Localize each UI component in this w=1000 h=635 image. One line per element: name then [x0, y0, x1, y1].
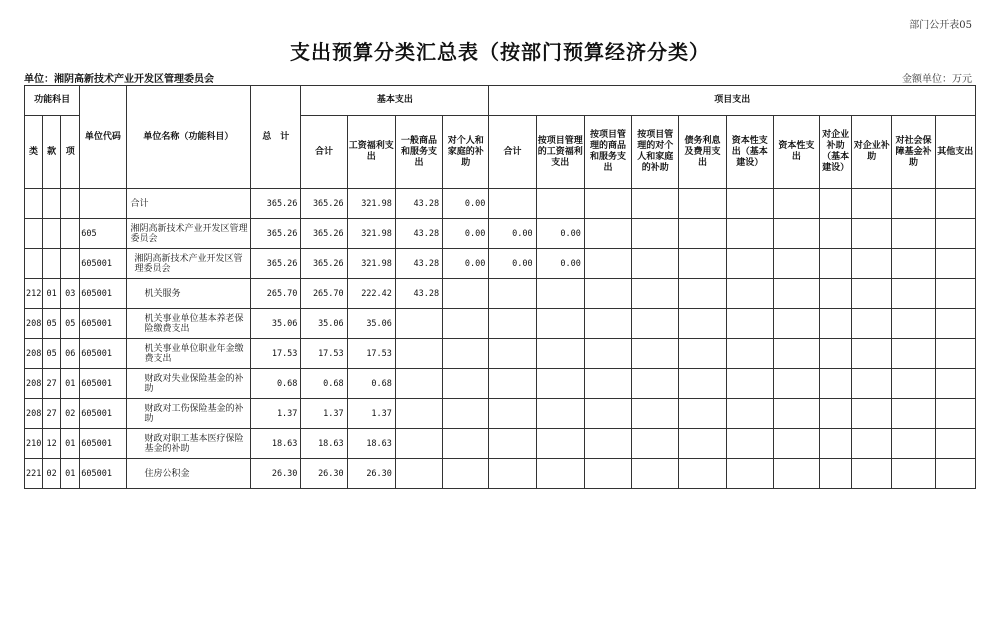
cell-code: 605001: [80, 279, 126, 309]
cell-p-wage: [536, 369, 584, 399]
cell-empty: [632, 189, 679, 219]
cell-empty: [726, 279, 773, 309]
cell-b-wage: 321.98: [347, 249, 395, 279]
cell-lei: [25, 249, 43, 279]
cell-empty: [892, 189, 935, 219]
cell-empty: [632, 309, 679, 339]
cell-kuan: 01: [43, 279, 61, 309]
cell-empty: [679, 429, 726, 459]
cell-empty: [852, 279, 892, 309]
cell-empty: [632, 369, 679, 399]
table-row: [25, 189, 976, 219]
header-total: 总 计: [251, 86, 301, 189]
cell-total: 1.37: [251, 399, 301, 429]
cell-empty: [820, 369, 852, 399]
cell-empty: [679, 339, 726, 369]
cell-b-total: 0.68: [301, 369, 347, 399]
cell-p-wage: [536, 399, 584, 429]
header-basic-col: 一般商品和服务支出: [395, 116, 442, 189]
cell-code: [80, 189, 126, 219]
cell-empty: [892, 309, 935, 339]
cell-empty: [584, 309, 631, 339]
cell-p-total: [489, 309, 536, 339]
cell-total: 35.06: [251, 309, 301, 339]
cell-b-total: 365.26: [301, 249, 347, 279]
cell-empty: [584, 249, 631, 279]
cell-b-wage: 1.37: [347, 399, 395, 429]
header-unit-name: 单位名称（功能科目）: [126, 86, 251, 189]
header-project-col: 资本性支出: [773, 116, 819, 189]
cell-name: 机关事业单位基本养老保险缴费支出: [126, 309, 251, 339]
cell-empty: [773, 339, 819, 369]
cell-p-total: [489, 189, 536, 219]
cell-name: 财政对失业保险基金的补助: [126, 369, 251, 399]
cell-kuan: 27: [43, 399, 61, 429]
cell-p-total: [489, 399, 536, 429]
cell-empty: [935, 249, 975, 279]
cell-b-total: 26.30: [301, 459, 347, 489]
cell-b-person: [443, 399, 489, 429]
cell-empty: [773, 429, 819, 459]
cell-empty: [892, 369, 935, 399]
cell-empty: [584, 219, 631, 249]
cell-empty: [773, 279, 819, 309]
cell-b-goods: 43.28: [395, 249, 442, 279]
cell-code: 605001: [80, 369, 126, 399]
cell-empty: [726, 219, 773, 249]
cell-empty: [820, 399, 852, 429]
cell-empty: [773, 219, 819, 249]
cell-empty: [773, 459, 819, 489]
cell-empty: [852, 219, 892, 249]
cell-total: 365.26: [251, 249, 301, 279]
cell-empty: [852, 459, 892, 489]
cell-b-total: 35.06: [301, 309, 347, 339]
cell-empty: [935, 309, 975, 339]
header-project-col: 对企业补助: [852, 116, 892, 189]
cell-total: 17.53: [251, 339, 301, 369]
cell-code: 605001: [80, 309, 126, 339]
cell-xiang: 03: [61, 279, 80, 309]
cell-total: 365.26: [251, 189, 301, 219]
cell-empty: [935, 189, 975, 219]
cell-xiang: [61, 189, 80, 219]
cell-lei: 208: [25, 309, 43, 339]
cell-b-person: [443, 459, 489, 489]
cell-code: 605001: [80, 249, 126, 279]
cell-empty: [892, 249, 935, 279]
cell-b-person: 0.00: [443, 219, 489, 249]
cell-b-total: 18.63: [301, 429, 347, 459]
cell-p-wage: 0.00: [536, 219, 584, 249]
cell-empty: [679, 249, 726, 279]
cell-p-wage: [536, 309, 584, 339]
cell-empty: [726, 399, 773, 429]
cell-b-wage: 321.98: [347, 219, 395, 249]
cell-empty: [679, 309, 726, 339]
cell-b-person: [443, 339, 489, 369]
header-project: 项目支出: [489, 86, 976, 116]
cell-xiang: 01: [61, 429, 80, 459]
cell-total: 18.63: [251, 429, 301, 459]
cell-empty: [584, 399, 631, 429]
cell-kuan: [43, 219, 61, 249]
cell-empty: [852, 309, 892, 339]
cell-b-person: [443, 309, 489, 339]
cell-empty: [852, 369, 892, 399]
cell-code: 605001: [80, 339, 126, 369]
cell-empty: [584, 339, 631, 369]
cell-b-goods: [395, 429, 442, 459]
cell-empty: [852, 399, 892, 429]
cell-empty: [679, 279, 726, 309]
cell-code: 605001: [80, 399, 126, 429]
cell-empty: [584, 279, 631, 309]
cell-p-total: 0.00: [489, 249, 536, 279]
cell-lei: 210: [25, 429, 43, 459]
cell-empty: [852, 189, 892, 219]
cell-lei: 208: [25, 339, 43, 369]
header-lei: 类: [25, 116, 43, 189]
cell-empty: [584, 189, 631, 219]
header-func-subject: 功能科目: [25, 86, 80, 116]
cell-b-goods: 43.28: [395, 219, 442, 249]
cell-b-total: 1.37: [301, 399, 347, 429]
cell-empty: [726, 339, 773, 369]
cell-p-wage: 0.00: [536, 249, 584, 279]
cell-empty: [679, 459, 726, 489]
cell-empty: [820, 219, 852, 249]
cell-empty: [726, 459, 773, 489]
cell-empty: [935, 279, 975, 309]
cell-name: 湘阴高新技术产业开发区管理委员会: [126, 249, 251, 279]
cell-b-goods: [395, 399, 442, 429]
table-row: [25, 459, 976, 489]
cell-empty: [773, 369, 819, 399]
cell-name: 财政对工伤保险基金的补助: [126, 399, 251, 429]
cell-empty: [632, 459, 679, 489]
cell-b-person: [443, 429, 489, 459]
cell-empty: [726, 429, 773, 459]
cell-b-goods: [395, 339, 442, 369]
cell-b-person: 0.00: [443, 189, 489, 219]
table-row: [25, 279, 976, 309]
cell-empty: [852, 429, 892, 459]
cell-xiang: [61, 249, 80, 279]
cell-p-wage: [536, 339, 584, 369]
cell-empty: [935, 429, 975, 459]
header-project-col: 资本性支出（基本建设）: [726, 116, 773, 189]
cell-p-total: [489, 369, 536, 399]
cell-empty: [726, 309, 773, 339]
expenditure-table: [24, 85, 976, 489]
header-kuan: 款: [43, 116, 61, 189]
cell-lei: [25, 219, 43, 249]
cell-xiang: 06: [61, 339, 80, 369]
cell-empty: [820, 309, 852, 339]
header-project-col: 合计: [489, 116, 536, 189]
cell-b-wage: 321.98: [347, 189, 395, 219]
cell-code: 605001: [80, 459, 126, 489]
cell-empty: [935, 369, 975, 399]
cell-empty: [726, 189, 773, 219]
cell-empty: [632, 219, 679, 249]
cell-xiang: 02: [61, 399, 80, 429]
cell-empty: [679, 369, 726, 399]
cell-total: 26.30: [251, 459, 301, 489]
cell-b-total: 365.26: [301, 219, 347, 249]
header-basic-col: 合计: [301, 116, 347, 189]
cell-kuan: 12: [43, 429, 61, 459]
cell-p-wage: [536, 429, 584, 459]
cell-p-total: [489, 279, 536, 309]
cell-p-wage: [536, 279, 584, 309]
cell-empty: [632, 339, 679, 369]
cell-lei: 208: [25, 369, 43, 399]
cell-empty: [820, 429, 852, 459]
amount-unit-label: 金额单位：万元: [902, 74, 972, 85]
cell-b-wage: 17.53: [347, 339, 395, 369]
cell-b-wage: 0.68: [347, 369, 395, 399]
cell-xiang: 01: [61, 369, 80, 399]
cell-b-person: [443, 279, 489, 309]
cell-empty: [679, 219, 726, 249]
cell-p-total: 0.00: [489, 219, 536, 249]
cell-empty: [584, 369, 631, 399]
cell-empty: [935, 219, 975, 249]
cell-total: 365.26: [251, 219, 301, 249]
cell-b-person: 0.00: [443, 249, 489, 279]
cell-b-total: 17.53: [301, 339, 347, 369]
cell-b-goods: [395, 369, 442, 399]
cell-code: 605: [80, 219, 126, 249]
cell-empty: [726, 249, 773, 279]
cell-kuan: [43, 189, 61, 219]
cell-empty: [892, 219, 935, 249]
cell-lei: 212: [25, 279, 43, 309]
cell-b-total: 265.70: [301, 279, 347, 309]
cell-empty: [584, 459, 631, 489]
header-xiang: 项: [61, 116, 80, 189]
cell-b-total: 365.26: [301, 189, 347, 219]
cell-empty: [820, 459, 852, 489]
cell-empty: [935, 459, 975, 489]
cell-total: 0.68: [251, 369, 301, 399]
header-project-col: 对社会保障基金补助: [892, 116, 935, 189]
cell-total: 265.70: [251, 279, 301, 309]
cell-name: 机关事业单位职业年金缴费支出: [126, 339, 251, 369]
table-row: [25, 339, 976, 369]
cell-name: 湘阴高新技术产业开发区管理委员会: [126, 219, 251, 249]
cell-kuan: 05: [43, 309, 61, 339]
header-project-col: 按项目管理的工资福利支出: [536, 116, 584, 189]
cell-p-total: [489, 429, 536, 459]
cell-empty: [820, 279, 852, 309]
cell-name: 机关服务: [126, 279, 251, 309]
cell-p-total: [489, 339, 536, 369]
cell-empty: [935, 399, 975, 429]
cell-empty: [632, 429, 679, 459]
cell-code: 605001: [80, 429, 126, 459]
cell-name: 财政对职工基本医疗保险基金的补助: [126, 429, 251, 459]
cell-b-person: [443, 369, 489, 399]
cell-p-wage: [536, 189, 584, 219]
cell-name: 住房公积金: [126, 459, 251, 489]
cell-xiang: [61, 219, 80, 249]
table-row: [25, 249, 976, 279]
cell-empty: [892, 429, 935, 459]
table-row: [25, 309, 976, 339]
table-body: [25, 189, 976, 489]
header-project-col: 债务利息及费用支出: [679, 116, 726, 189]
table-number-label: 部门公开表05: [909, 20, 972, 31]
cell-b-goods: 43.28: [395, 279, 442, 309]
cell-b-wage: 222.42: [347, 279, 395, 309]
cell-p-total: [489, 459, 536, 489]
cell-empty: [892, 279, 935, 309]
cell-lei: 208: [25, 399, 43, 429]
cell-xiang: 01: [61, 459, 80, 489]
table-row: [25, 219, 976, 249]
cell-empty: [935, 339, 975, 369]
header-project-col: 其他支出: [935, 116, 975, 189]
header-unit-code: 单位代码: [80, 86, 126, 189]
table-row: [25, 369, 976, 399]
header-basic: 基本支出: [301, 86, 489, 116]
cell-kuan: [43, 249, 61, 279]
cell-empty: [632, 279, 679, 309]
table-row: [25, 399, 976, 429]
cell-empty: [773, 189, 819, 219]
cell-empty: [632, 249, 679, 279]
cell-empty: [679, 399, 726, 429]
cell-lei: [25, 189, 43, 219]
header-basic-col: 工资福利支出: [347, 116, 395, 189]
cell-empty: [773, 309, 819, 339]
cell-lei: 221: [25, 459, 43, 489]
cell-empty: [773, 249, 819, 279]
cell-empty: [679, 189, 726, 219]
cell-b-goods: [395, 309, 442, 339]
header-project-col: 按项目管理的商品和服务支出: [584, 116, 631, 189]
cell-name: 合计: [126, 189, 251, 219]
cell-empty: [820, 189, 852, 219]
cell-empty: [820, 249, 852, 279]
cell-empty: [584, 429, 631, 459]
cell-b-wage: 35.06: [347, 309, 395, 339]
cell-empty: [892, 339, 935, 369]
cell-empty: [632, 399, 679, 429]
header-project-col: 对企业补助（基本建设）: [820, 116, 852, 189]
table-row: [25, 429, 976, 459]
cell-kuan: 02: [43, 459, 61, 489]
cell-b-wage: 26.30: [347, 459, 395, 489]
header-basic-col: 对个人和家庭的补助: [443, 116, 489, 189]
unit-label: 单位：湘阴高新技术产业开发区管理委员会: [24, 74, 214, 85]
cell-empty: [820, 339, 852, 369]
header-project-col: 按项目管理的对个人和家庭的补助: [632, 116, 679, 189]
cell-empty: [852, 339, 892, 369]
cell-kuan: 05: [43, 339, 61, 369]
cell-p-wage: [536, 459, 584, 489]
cell-empty: [892, 459, 935, 489]
cell-b-wage: 18.63: [347, 429, 395, 459]
cell-kuan: 27: [43, 369, 61, 399]
cell-b-goods: 43.28: [395, 189, 442, 219]
cell-b-goods: [395, 459, 442, 489]
cell-empty: [892, 399, 935, 429]
cell-xiang: 05: [61, 309, 80, 339]
cell-empty: [726, 369, 773, 399]
cell-empty: [852, 249, 892, 279]
cell-empty: [773, 399, 819, 429]
page-title: 支出预算分类汇总表（按部门预算经济分类）: [290, 40, 710, 64]
